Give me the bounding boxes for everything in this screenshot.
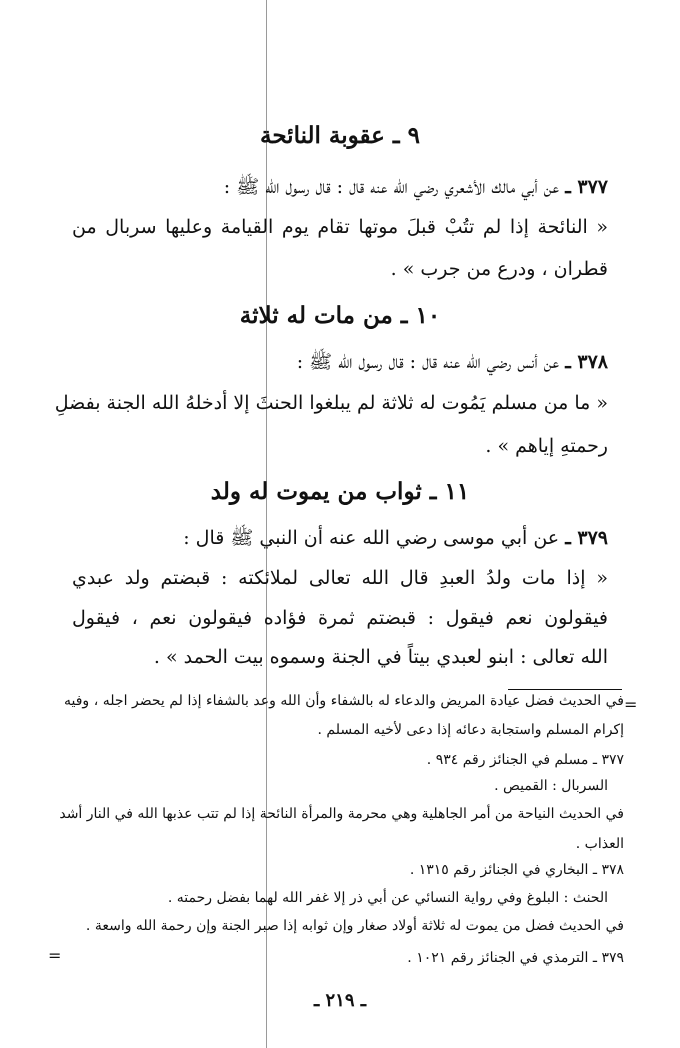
hadith-377-line-3: قطران ، ودرع من جرب » .	[390, 258, 608, 280]
hadith-378-line-3: رحمتهِ إياهم » .	[485, 435, 608, 457]
hadith-number-379: ٣٧٩ ـ	[565, 527, 608, 549]
footnote-line-1: في الحديث فضل عيادة المريض والدعاء له بالشفاء وأن الله وعد بالشفاء إذا لم يحضر اجله ، وفيه	[64, 693, 624, 709]
hadith-377-text-1: عن أبي مالك الأشعري رضي الله عنه قال : قال رسول الله ﷺ :	[223, 176, 560, 198]
footnote-separator	[508, 689, 622, 690]
section-heading-9: ٩ ـ عقوبة النائحة	[259, 122, 421, 149]
footnote-line-5: في الحديث النياحة من أمر الجاهلية وهي محرمة والمرأة النائحة إذا لم تتب عذبها الله في النار أشد	[59, 806, 624, 822]
footnote-line-7: ٣٧٨ ـ البخاري في الجنائز رقم ١٣١٥ .	[409, 862, 624, 878]
hadith-379-text-1: عن أبي موسى رضي الله عنه أن النبي ﷺ قال :	[183, 527, 560, 549]
footnote-line-10: ٣٧٩ ـ الترمذي في الجنائز رقم ١٠٢١ .	[407, 950, 624, 966]
hadith-379-line-2: « إذا مات ولدُ العبدِ قال الله تعالى لملائكته : قبضتم ولد عبدي	[72, 567, 608, 589]
page-number: ـ ٢١٩ ـ	[313, 990, 367, 1011]
hadith-378-line-2: « ما من مسلم يَمُوت له ثلاثة لم يبلغوا الحنثَ إلا أدخلهُ الله الجنة بفضلِ	[54, 392, 608, 414]
footnote-line-6: العذاب .	[575, 836, 624, 852]
hadith-378-line-1	[72, 350, 608, 378]
hadith-379-line-4: الله تعالى : ابنو لعبدي بيتاً في الجنة وسموه بيت الحمد » .	[153, 646, 608, 668]
hadith-378-text-1: عن أنس رضي الله عنه قال : قال رسول الله ﷺ :	[296, 351, 560, 373]
hadith-number-378: ٣٧٨ ـ	[565, 351, 608, 373]
footnote-line-2: إكرام المسلم واستجابة دعائه إذا دعى لأخيه المسلم .	[317, 722, 624, 738]
footnote-line-4: السربال : القميص .	[494, 778, 608, 794]
footnote-end-mark: =	[48, 946, 62, 965]
section-heading-11: ١١ ـ ثواب من يموت له ولد	[210, 478, 470, 505]
footnote-line-9: في الحديث فضل من يموت له ثلاثة أولاد صغار وإن ثوابه إذا صبر الجنة وإن رحمة الله واسعة .	[85, 918, 624, 934]
footnote-continuation-mark: =	[624, 695, 638, 714]
footnote-line-8: الحنث : البلوغ وفي رواية النسائي عن أبي ذر إلا غفر الله لهما بفضل رحمته .	[167, 890, 608, 906]
hadith-377-line-1	[72, 175, 608, 203]
hadith-377-line-2: « النائحة إذا لم تتُبْ قبلَ موتها تقام يوم القيامة وعليها سربال من	[72, 216, 608, 238]
section-heading-10: ١٠ ـ من مات له ثلاثة	[239, 302, 441, 329]
hadith-379-line-3: فيقولون نعم فيقول : قبضتم ثمرة فؤاده فيقولون نعم ، فيقول	[72, 607, 608, 629]
footnote-line-3: ٣٧٧ ـ مسلم في الجنائز رقم ٩٣٤ .	[426, 752, 624, 768]
hadith-379-line-1	[72, 526, 608, 554]
hadith-number-377: ٣٧٧ ـ	[565, 176, 608, 198]
